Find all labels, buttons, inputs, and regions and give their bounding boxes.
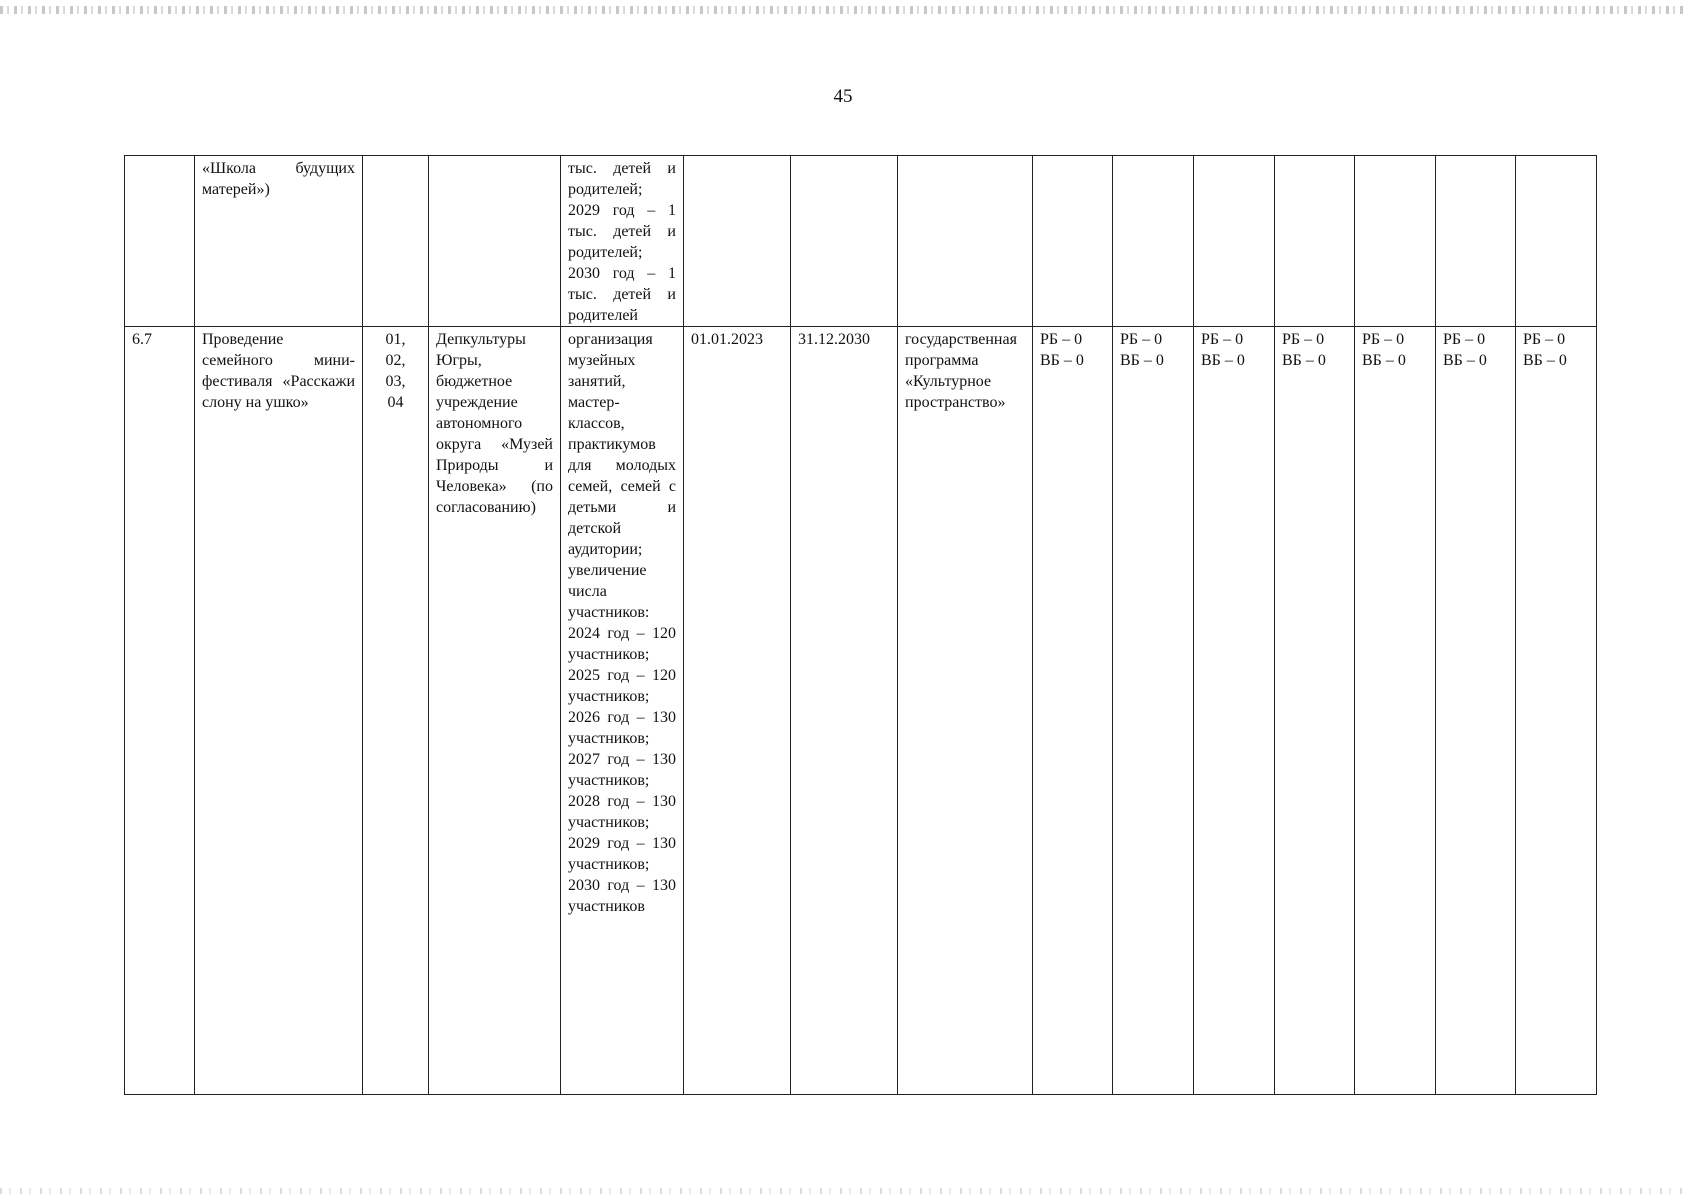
cell-end-date	[791, 156, 898, 327]
cell-finance	[1275, 156, 1355, 327]
cell-codes	[363, 156, 429, 327]
table-row	[125, 156, 1597, 327]
cell-finance	[1516, 156, 1597, 327]
cell-codes: 01, 02, 03, 04	[363, 327, 429, 1095]
cell-finance	[1194, 156, 1275, 327]
cell-name: «Школа будущих матерей»)	[195, 156, 363, 327]
cell-name: Проведение семейного мини-фестиваля «Расскажи слону на ушко»	[195, 327, 363, 1095]
cell-finance	[1436, 156, 1516, 327]
cell-num	[125, 156, 195, 327]
cell-finance	[1355, 156, 1436, 327]
cell-program: государственная программа «Культурное пространство»	[898, 327, 1033, 1095]
cell-program	[898, 156, 1033, 327]
cell-executor	[429, 156, 561, 327]
table-row	[125, 327, 1597, 1095]
cell-result: тыс. детей и родителей; 2029 год – 1 тыс. детей и родителей; 2030 год – 1 тыс. детей и родителей	[561, 156, 684, 327]
cell-finance: РБ – 0 ВБ – 0	[1275, 327, 1355, 1095]
cell-executor: Депкультуры Югры, бюджетное учреждение автономного округа «Музей Природы и Человека» (по согласованию)	[429, 327, 561, 1095]
scan-edge-top	[0, 6, 1686, 14]
cell-finance: РБ – 0 ВБ – 0	[1516, 327, 1597, 1095]
cell-end-date: 31.12.2030	[791, 327, 898, 1095]
page-number: 45	[833, 86, 853, 107]
scan-edge-bottom	[0, 1188, 1686, 1194]
cell-start-date: 01.01.2023	[684, 327, 791, 1095]
cell-finance: РБ – 0 ВБ – 0	[1355, 327, 1436, 1095]
measures-table	[124, 155, 1597, 1095]
cell-finance: РБ – 0 ВБ – 0	[1113, 327, 1194, 1095]
cell-finance: РБ – 0 ВБ – 0	[1033, 327, 1113, 1095]
cell-finance: РБ – 0 ВБ – 0	[1194, 327, 1275, 1095]
cell-finance: РБ – 0 ВБ – 0	[1436, 327, 1516, 1095]
cell-result: организация музейных занятий, мастер-классов, практикумов для молодых семей, семей с детьми и детской аудитории; увеличение числа участников: 2024 год – 120 участников; 2025 год – 120 участников; 2026 год – 130 участников; 2027 год – 130 участников; 2028 год – 130 участников; 2029 год – 130 участников; 2030 год – 130 участников	[561, 327, 684, 1095]
cell-finance	[1033, 156, 1113, 327]
cell-num: 6.7	[125, 327, 195, 1095]
cell-start-date	[684, 156, 791, 327]
cell-finance	[1113, 156, 1194, 327]
